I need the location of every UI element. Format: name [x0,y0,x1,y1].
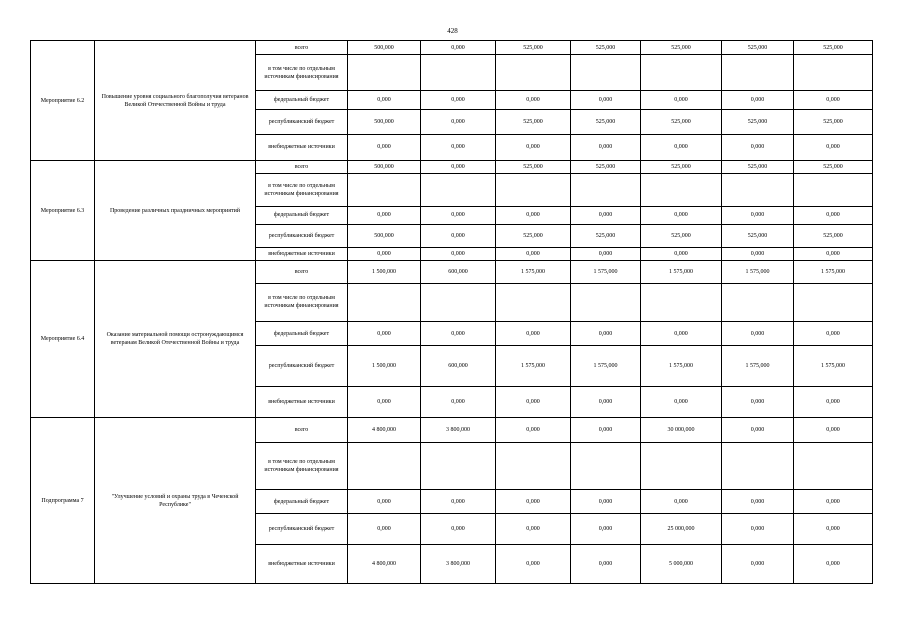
program-code-cell: Мероприятие 6.3 [31,161,95,261]
amount-cell: 3 800,000 [421,544,496,583]
amount-cell: 25 000,000 [641,513,722,544]
amount-cell [641,283,722,321]
amount-cell [722,173,794,206]
amount-cell: 0,000 [641,490,722,514]
amount-cell [794,442,873,489]
amount-cell: 0,000 [348,247,421,260]
amount-cell [641,173,722,206]
amount-cell: 525,000 [571,161,641,173]
amount-cell: 500,000 [348,225,421,248]
amount-cell: 500,000 [348,109,421,134]
amount-cell [348,173,421,206]
amount-cell: 0,000 [348,206,421,225]
amount-cell: 525,000 [641,225,722,248]
amount-cell: 0,000 [421,91,496,110]
amount-cell: 0,000 [496,544,571,583]
amount-cell: 0,000 [722,490,794,514]
amount-cell: 0,000 [641,206,722,225]
amount-cell: 525,000 [794,225,873,248]
amount-cell: 0,000 [348,91,421,110]
amount-cell: 525,000 [496,225,571,248]
funding-source-cell: всего [256,161,348,173]
amount-cell: 0,000 [348,321,421,346]
amount-cell: 4 800,000 [348,418,421,443]
amount-cell [496,173,571,206]
amount-cell [571,442,641,489]
amount-cell: 525,000 [641,41,722,55]
amount-cell: 0,000 [722,91,794,110]
amount-cell: 0,000 [571,490,641,514]
amount-cell [348,442,421,489]
amount-cell: 1 575,000 [641,261,722,284]
funding-source-cell: республиканский бюджет [256,346,348,387]
amount-cell: 0,000 [794,91,873,110]
amount-cell: 525,000 [571,109,641,134]
amount-cell: 1 575,000 [794,346,873,387]
amount-cell [641,442,722,489]
program-code-cell: Подпрограмма 7 [31,418,95,584]
amount-cell: 0,000 [571,513,641,544]
amount-cell: 1 575,000 [496,346,571,387]
amount-cell [421,283,496,321]
funding-source-cell: внебюджетные источники [256,134,348,161]
program-title-cell: Оказание материальной помощи остронуждающимся ветеранам Великой Отечественной Войны и труда [95,261,256,418]
amount-cell: 0,000 [496,247,571,260]
funding-source-cell: федеральный бюджет [256,91,348,110]
amount-cell: 1 575,000 [722,261,794,284]
amount-cell [722,283,794,321]
amount-cell [641,55,722,91]
amount-cell [421,55,496,91]
amount-cell: 1 500,000 [348,261,421,284]
amount-cell: 525,000 [496,109,571,134]
amount-cell: 3 800,000 [421,418,496,443]
amount-cell: 0,000 [641,134,722,161]
program-title-cell: Проведение различных праздничных мероприятий [95,161,256,261]
amount-cell: 525,000 [571,41,641,55]
amount-cell: 525,000 [641,109,722,134]
amount-cell: 0,000 [421,513,496,544]
amount-cell: 0,000 [722,544,794,583]
table-row [31,261,873,284]
amount-cell: 0,000 [794,490,873,514]
amount-cell: 0,000 [722,513,794,544]
amount-cell: 0,000 [794,387,873,418]
amount-cell: 0,000 [421,41,496,55]
amount-cell: 1 575,000 [571,261,641,284]
amount-cell: 0,000 [571,206,641,225]
amount-cell [571,55,641,91]
amount-cell: 0,000 [496,91,571,110]
funding-source-cell: всего [256,41,348,55]
amount-cell: 0,000 [722,206,794,225]
amount-cell: 500,000 [348,161,421,173]
amount-cell: 0,000 [794,544,873,583]
amount-cell: 525,000 [722,41,794,55]
amount-cell: 525,000 [794,41,873,55]
amount-cell [794,283,873,321]
program-title-cell: "Улучшение условий и охраны труда в Чеченской Республике" [95,418,256,584]
amount-cell: 525,000 [722,109,794,134]
table-row [31,418,873,443]
amount-cell: 500,000 [348,41,421,55]
amount-cell: 0,000 [348,513,421,544]
amount-cell: 525,000 [794,109,873,134]
amount-cell: 600,000 [421,261,496,284]
amount-cell: 0,000 [794,247,873,260]
funding-source-cell: в том числе по отдельным источникам финансирования [256,283,348,321]
amount-cell: 0,000 [421,225,496,248]
amount-cell: 0,000 [722,134,794,161]
funding-source-cell: всего [256,418,348,443]
amount-cell: 0,000 [348,134,421,161]
funding-source-cell: в том числе по отдельным источникам финансирования [256,442,348,489]
amount-cell: 0,000 [421,134,496,161]
amount-cell: 0,000 [722,321,794,346]
amount-cell [794,55,873,91]
amount-cell [794,173,873,206]
program-title-cell: Повышение уровня социального благополучия ветеранов Великой Отечественной Войны и труда [95,41,256,161]
amount-cell: 0,000 [348,490,421,514]
table-row [31,161,873,173]
amount-cell: 0,000 [571,418,641,443]
amount-cell: 0,000 [496,418,571,443]
amount-cell: 0,000 [794,418,873,443]
table-row [31,41,873,55]
amount-cell: 0,000 [496,134,571,161]
amount-cell: 0,000 [496,321,571,346]
amount-cell: 0,000 [421,247,496,260]
amount-cell [421,442,496,489]
funding-source-cell: федеральный бюджет [256,206,348,225]
amount-cell: 0,000 [641,247,722,260]
amount-cell [722,442,794,489]
amount-cell: 0,000 [421,206,496,225]
amount-cell: 600,000 [421,346,496,387]
amount-cell: 525,000 [571,225,641,248]
amount-cell: 0,000 [641,91,722,110]
amount-cell: 0,000 [722,418,794,443]
amount-cell: 1 575,000 [722,346,794,387]
amount-cell: 0,000 [794,513,873,544]
amount-cell: 0,000 [496,387,571,418]
amount-cell: 0,000 [421,161,496,173]
amount-cell: 1 575,000 [641,346,722,387]
amount-cell: 0,000 [348,387,421,418]
amount-cell: 0,000 [496,490,571,514]
budget-table [30,40,873,584]
amount-cell: 0,000 [571,544,641,583]
amount-cell [421,173,496,206]
amount-cell: 1 575,000 [794,261,873,284]
amount-cell [348,283,421,321]
funding-source-cell: республиканский бюджет [256,225,348,248]
amount-cell: 0,000 [571,134,641,161]
amount-cell [571,283,641,321]
amount-cell: 0,000 [496,206,571,225]
amount-cell: 0,000 [722,247,794,260]
amount-cell: 0,000 [794,134,873,161]
amount-cell: 1 575,000 [496,261,571,284]
funding-source-cell: республиканский бюджет [256,109,348,134]
funding-source-cell: в том числе по отдельным источникам финансирования [256,55,348,91]
page-number: 428 [447,27,458,35]
amount-cell: 0,000 [571,91,641,110]
amount-cell: 1 500,000 [348,346,421,387]
amount-cell [348,55,421,91]
amount-cell: 525,000 [794,161,873,173]
funding-source-cell: федеральный бюджет [256,490,348,514]
funding-source-cell: внебюджетные источники [256,387,348,418]
program-code-cell: Мероприятие 6.4 [31,261,95,418]
amount-cell: 0,000 [641,321,722,346]
amount-cell: 0,000 [794,321,873,346]
funding-source-cell: республиканский бюджет [256,513,348,544]
amount-cell: 0,000 [571,387,641,418]
amount-cell: 0,000 [571,321,641,346]
amount-cell: 525,000 [496,41,571,55]
amount-cell: 525,000 [641,161,722,173]
amount-cell: 0,000 [421,321,496,346]
amount-cell: 0,000 [794,206,873,225]
amount-cell [496,442,571,489]
amount-cell: 30 000,000 [641,418,722,443]
amount-cell [571,173,641,206]
amount-cell [722,55,794,91]
amount-cell: 0,000 [421,490,496,514]
funding-source-cell: федеральный бюджет [256,321,348,346]
funding-source-cell: внебюджетные источники [256,544,348,583]
amount-cell: 525,000 [496,161,571,173]
amount-cell: 525,000 [722,161,794,173]
amount-cell: 0,000 [722,387,794,418]
amount-cell: 0,000 [641,387,722,418]
amount-cell: 5 000,000 [641,544,722,583]
funding-source-cell: внебюджетные источники [256,247,348,260]
program-code-cell: Мероприятие 6.2 [31,41,95,161]
amount-cell: 0,000 [421,109,496,134]
funding-source-cell: в том числе по отдельным источникам финансирования [256,173,348,206]
amount-cell: 0,000 [496,513,571,544]
amount-cell: 4 800,000 [348,544,421,583]
amount-cell: 0,000 [571,247,641,260]
amount-cell: 0,000 [421,387,496,418]
amount-cell: 525,000 [722,225,794,248]
amount-cell [496,283,571,321]
amount-cell [496,55,571,91]
amount-cell: 1 575,000 [571,346,641,387]
funding-source-cell: всего [256,261,348,284]
